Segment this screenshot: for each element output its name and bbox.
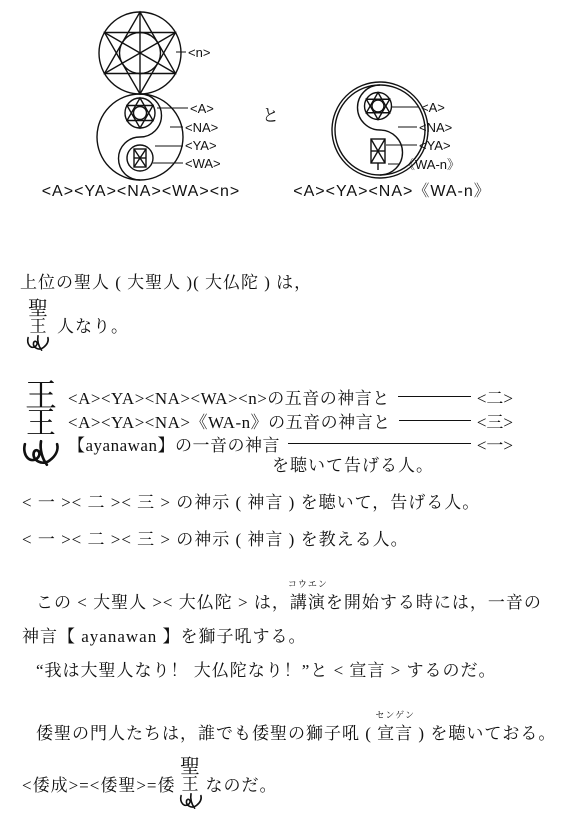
text-segment: <倭成>=<倭聖>=倭 bbox=[22, 775, 176, 795]
oracle-ref: <二> bbox=[476, 389, 513, 409]
label-a: <A> bbox=[190, 101, 214, 116]
intro-line: 上位の聖人 ( 大聖人 )( 大仏陀 ) は， bbox=[20, 273, 313, 292]
big-composite-glyph bbox=[19, 377, 63, 468]
right-label-wa-n: 《WA-n》 bbox=[402, 157, 461, 172]
list-item bbox=[68, 385, 513, 409]
sei-composite-glyph-inline bbox=[177, 757, 205, 810]
mandala-diagrams bbox=[0, 0, 581, 205]
sei-composite-glyph bbox=[24, 299, 52, 352]
ruby-base: 宣言 bbox=[377, 724, 414, 743]
glyph-top-char: 聖 bbox=[28, 298, 48, 320]
oracle-text: 【ayanawan】の一音の神言 bbox=[68, 436, 280, 456]
ruby-sengen bbox=[375, 710, 415, 745]
label-n: <n> bbox=[188, 45, 211, 60]
a-hexagram-circle bbox=[125, 98, 155, 128]
left-leader-lines bbox=[153, 52, 188, 163]
right-label-na: <NA> bbox=[419, 120, 453, 135]
right-diagram bbox=[293, 82, 491, 200]
leader-rule bbox=[398, 396, 471, 397]
label-na: <NA> bbox=[185, 120, 219, 135]
oracle-ref: <一> bbox=[476, 436, 513, 456]
glyph-curl-stroke bbox=[24, 334, 52, 352]
paragraph2-line1 bbox=[36, 710, 557, 745]
big-glyph-middle-char: 王 bbox=[26, 407, 56, 440]
left-diagram-caption: <A><YA><NA><WA><n> bbox=[41, 183, 241, 200]
ruby-reading: コウエン bbox=[287, 579, 328, 589]
text-segment: なのだ。 bbox=[205, 775, 278, 795]
oracle-ref: <三> bbox=[476, 412, 513, 432]
leader-rule bbox=[288, 443, 471, 444]
label-wa: <WA> bbox=[185, 156, 221, 171]
n-hexagram-circle bbox=[99, 12, 181, 94]
oracle-tail: を聴いて告げる人。 bbox=[272, 456, 434, 475]
leader-rule bbox=[399, 420, 471, 421]
conjunction-to: と bbox=[262, 106, 279, 125]
right-diagram-caption: <A><YA><NA>《WA-n》 bbox=[293, 183, 491, 200]
right-label-ya: <YA> bbox=[419, 138, 451, 153]
wa-cross-box bbox=[127, 145, 153, 171]
text-segment: ) を聴いておる。 bbox=[413, 724, 557, 743]
ruby-reading: センゲン bbox=[375, 710, 415, 720]
left-diagram bbox=[42, 12, 241, 200]
list-item bbox=[68, 409, 513, 433]
text-segment: この < 大聖人 >< 大仏陀 > は， bbox=[36, 593, 290, 612]
right-label-a: <A> bbox=[421, 100, 445, 115]
big-glyph-curl-stroke bbox=[19, 438, 63, 468]
ruby-base: 講演 bbox=[289, 593, 326, 612]
right-cross-box bbox=[371, 139, 385, 170]
label-ya: <YA> bbox=[185, 138, 217, 153]
intro-suffix: 人なり。 bbox=[57, 317, 129, 336]
paragraph1-line1 bbox=[36, 579, 542, 614]
oracle-text: <A><YA><NA>《WA-n》の五音の神言と bbox=[68, 412, 391, 432]
glyph-top-char: 聖 bbox=[180, 755, 202, 778]
glyph-middle-char: 王 bbox=[181, 774, 200, 794]
text-segment: を開始する時には，一音の bbox=[325, 593, 542, 612]
list-item bbox=[68, 432, 513, 456]
text-segment: 倭聖の門人たちは，誰でも倭聖の獅子吼 ( bbox=[36, 724, 378, 743]
glyph-curl-stroke bbox=[177, 792, 205, 810]
statement-line: < 一 >< 二 >< 三 > の神示 ( 神言 ) を教える人。 bbox=[22, 530, 409, 549]
big-glyph-top-char: 王 bbox=[24, 377, 57, 413]
ruby-kouen bbox=[287, 579, 328, 614]
paragraph1-line2: 神言【 ayanawan 】を獅子吼する。 bbox=[22, 627, 307, 646]
paragraph2-line2 bbox=[22, 755, 278, 811]
statement-line: < 一 >< 二 >< 三 > の神示 ( 神言 ) を聴いて，告げる人。 bbox=[22, 493, 481, 512]
oracle-list bbox=[68, 385, 513, 456]
glyph-middle-char: 王 bbox=[29, 317, 47, 336]
right-a-hexagram-circle bbox=[365, 93, 392, 120]
paragraph1-line3: “我は大聖人なり！ 大仏陀なり！”と < 宣言 > するのだ。 bbox=[36, 661, 497, 680]
oracle-text: <A><YA><NA><WA><n>の五音の神言と bbox=[68, 389, 390, 409]
